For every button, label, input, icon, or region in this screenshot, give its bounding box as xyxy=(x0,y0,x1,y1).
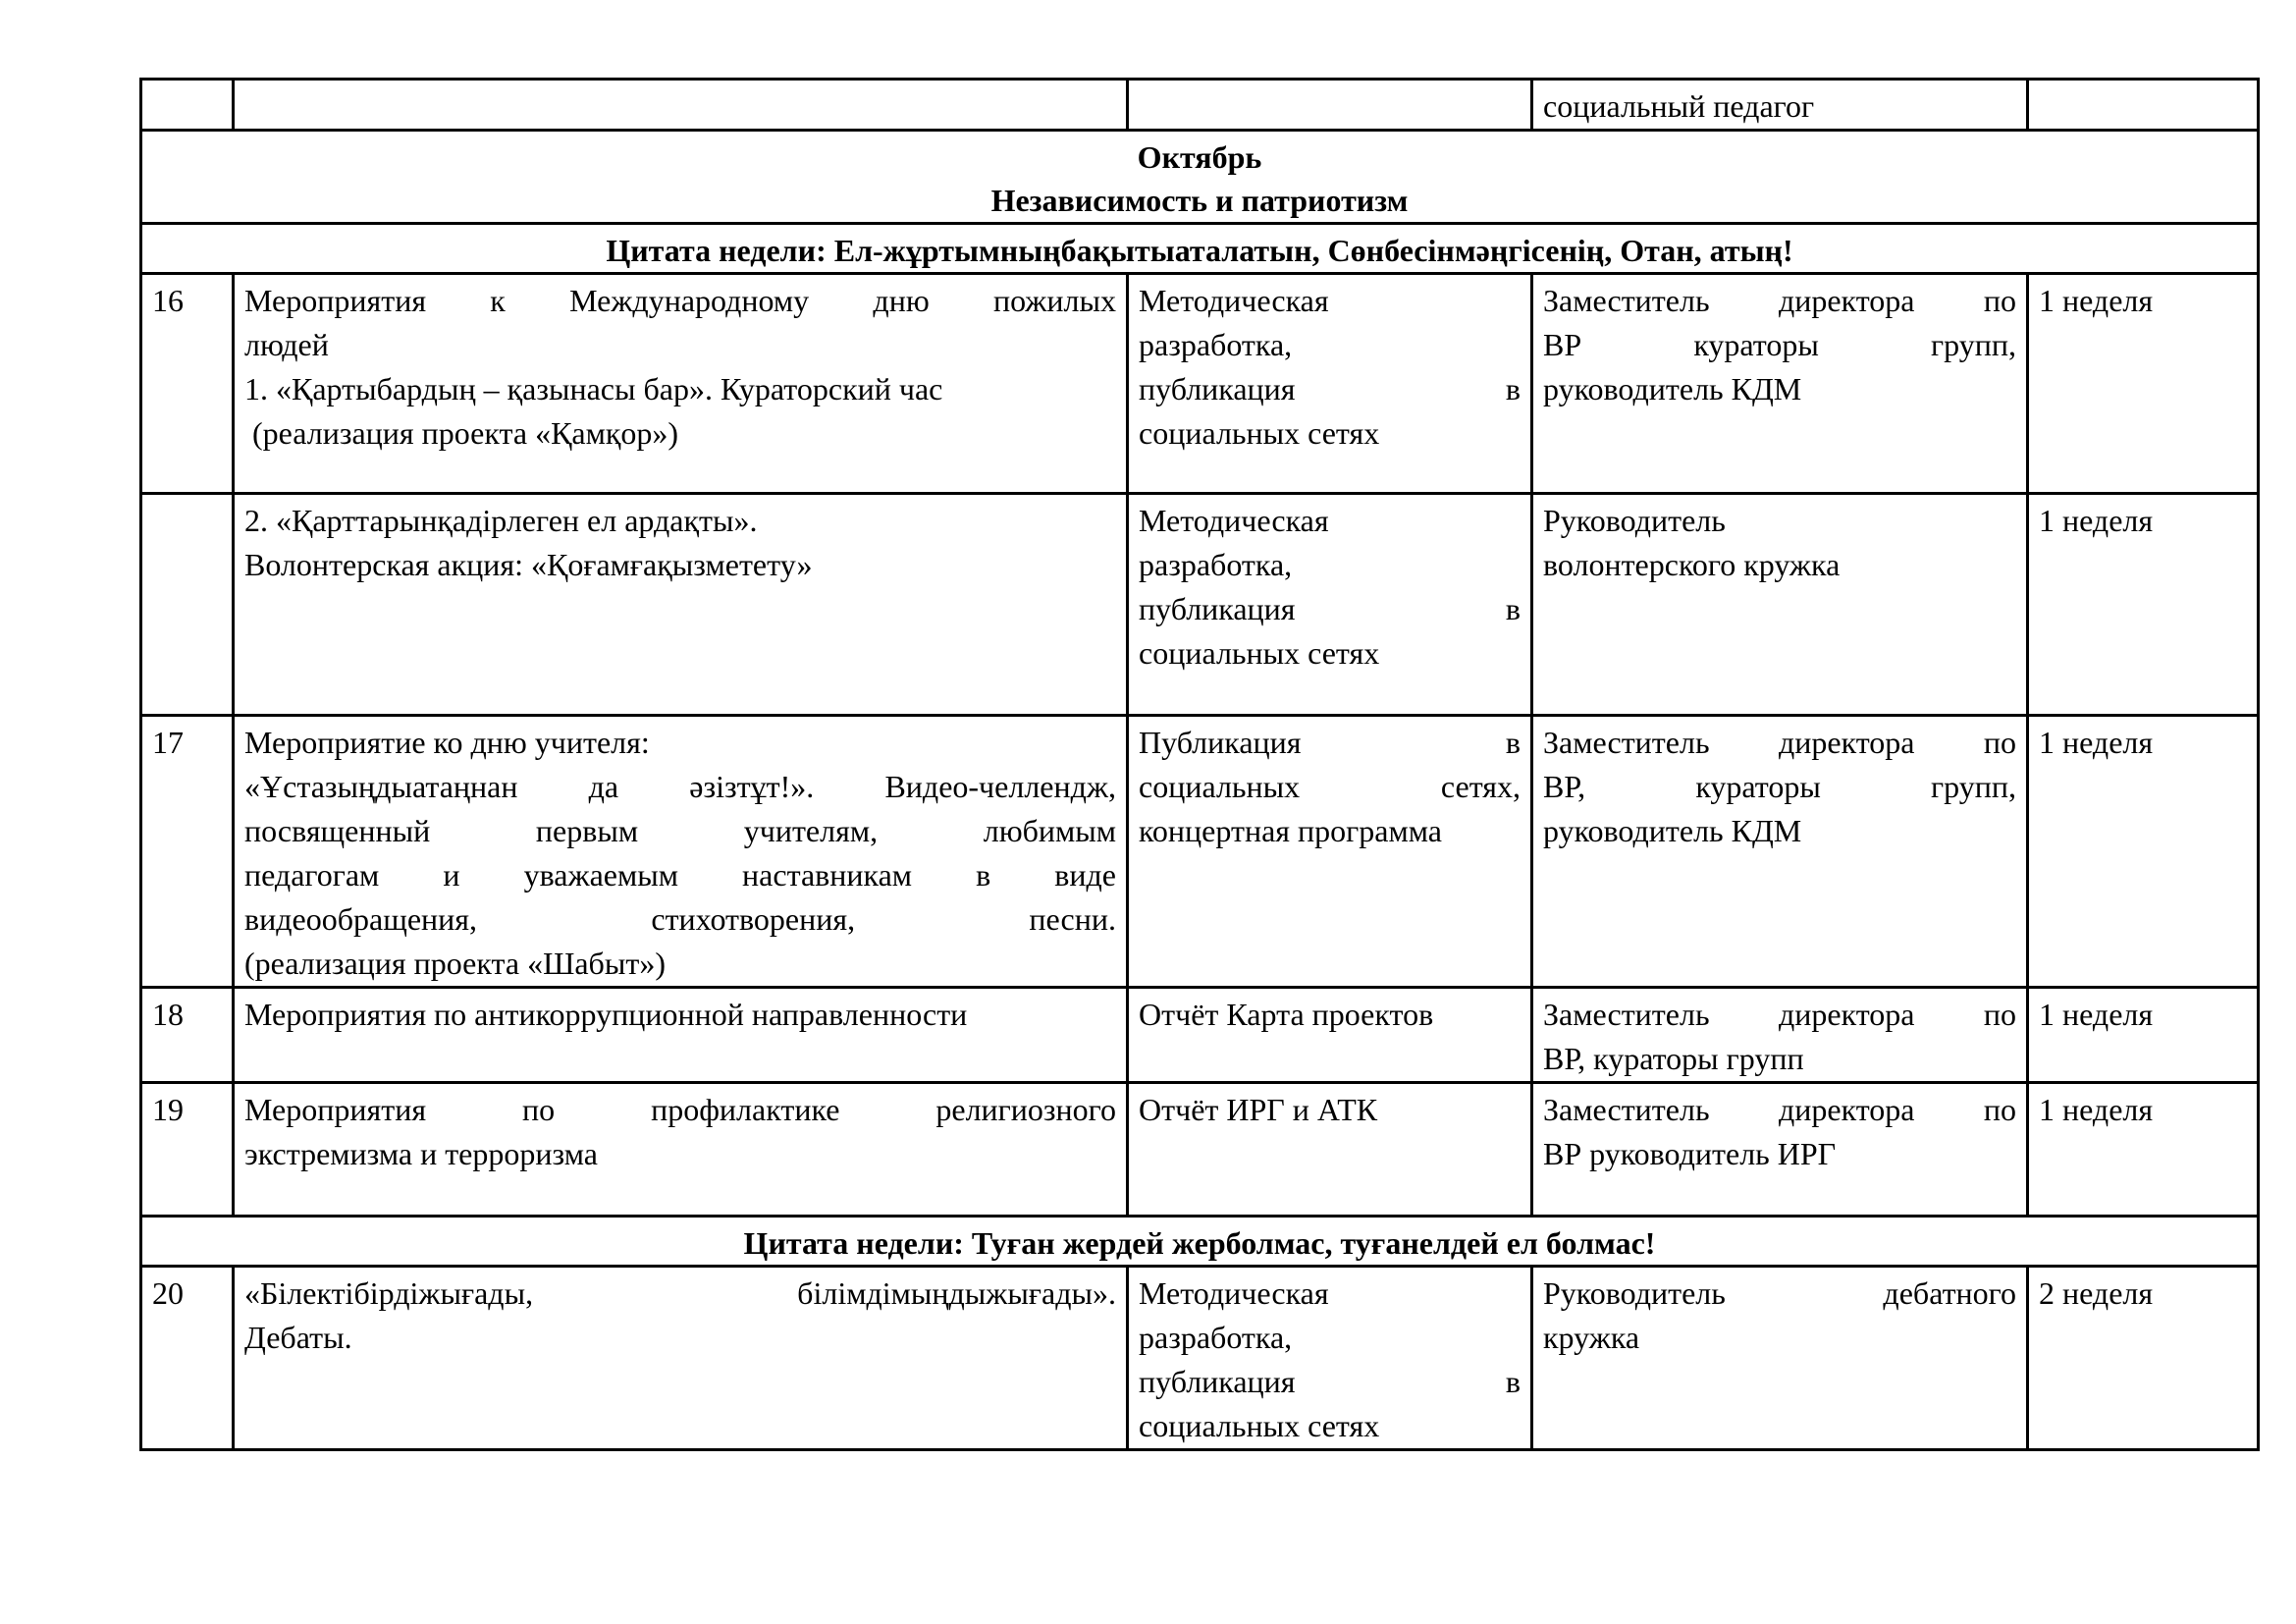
cell-num: 18 xyxy=(141,988,234,1083)
text-line: разработка, xyxy=(1139,547,1293,582)
text-line: социальных сетях xyxy=(1139,415,1380,451)
month-header-cell xyxy=(141,131,2259,224)
text-line: публикация в xyxy=(1139,591,1521,626)
text-line: Отчёт Карта проектов xyxy=(1139,997,1434,1032)
text-line: Методическая xyxy=(1139,1275,1329,1311)
text-line: Дебаты. xyxy=(244,1320,352,1355)
text-line: кружка xyxy=(1543,1320,1640,1355)
text-line: Публикация в xyxy=(1139,725,1521,760)
text-line: посвященный первым учителям, любимым xyxy=(244,813,1116,848)
cell-responsible xyxy=(1532,716,2028,988)
text-line: видеообращения, стихотворения, песни. xyxy=(244,901,1116,937)
cell-form xyxy=(1128,716,1532,988)
quote-of-week-row xyxy=(141,224,2259,274)
text-line: педагогам и уважаемым наставникам в виде xyxy=(244,857,1116,893)
table-row xyxy=(141,988,2259,1083)
quote-of-week: Цитата недели: Ел-жұртымныңбақытыаталатын, Сөнбесінмәңгісенің, Отан, атың! xyxy=(141,224,2259,274)
cell-time: 2 неделя xyxy=(2028,1267,2259,1450)
text-line: Руководитель xyxy=(1543,503,1726,538)
cell-num: 19 xyxy=(141,1083,234,1217)
cell-responsible: социальный педагог xyxy=(1532,80,2028,131)
table-row-continued xyxy=(141,80,2259,131)
month-title: Октябрь xyxy=(1137,139,1262,175)
cell-form xyxy=(1128,494,1532,716)
text-line: Заместитель директора по xyxy=(1543,997,2016,1032)
table-row xyxy=(141,494,2259,716)
table-row xyxy=(141,1083,2259,1217)
text-line: экстремизма и терроризма xyxy=(244,1136,598,1171)
cell-form xyxy=(1128,1083,1532,1217)
text-line: социальных сетях xyxy=(1139,635,1380,671)
cell-responsible xyxy=(1532,1267,2028,1450)
cell-responsible xyxy=(1532,494,2028,716)
text-line: социальных сетях, xyxy=(1139,769,1521,804)
cell-time: 1 неделя xyxy=(2028,1083,2259,1217)
text-line: социальных сетях xyxy=(1139,1408,1380,1443)
text-line: (реализация проекта «Шабыт») xyxy=(244,946,666,981)
cell-form xyxy=(1128,1267,1532,1450)
table-row xyxy=(141,716,2259,988)
cell-event xyxy=(234,1083,1128,1217)
cell-responsible xyxy=(1532,274,2028,494)
event-plan-table xyxy=(139,78,2260,1451)
table-row xyxy=(141,274,2259,494)
text-line: руководитель КДМ xyxy=(1543,371,1802,406)
text-line: Отчёт ИРГ и АТК xyxy=(1139,1092,1378,1127)
cell-event xyxy=(234,988,1128,1083)
cell-event xyxy=(234,274,1128,494)
cell-num: 16 xyxy=(141,274,234,494)
quote-of-week: Цитата недели: Туған жердей жерболмас, туғанелдей ел болмас! xyxy=(141,1217,2259,1267)
cell-num xyxy=(141,494,234,716)
cell-time: 1 неделя xyxy=(2028,274,2259,494)
cell-responsible xyxy=(1532,988,2028,1083)
text-line: ВР руководитель ИРГ xyxy=(1543,1136,1837,1171)
table-row xyxy=(141,1267,2259,1450)
text-line: «Білектібірдіжығады, білімдімыңдыжығады». xyxy=(244,1275,1116,1311)
text-line: концертная программа xyxy=(1139,813,1442,848)
text-line: Методическая xyxy=(1139,283,1329,318)
text-line: (реализация проекта «Қамқор») xyxy=(252,415,679,451)
text-line: ВР, кураторы групп, xyxy=(1543,769,2016,804)
quote-of-week-row xyxy=(141,1217,2259,1267)
text-line: ВР, кураторы групп xyxy=(1543,1041,1804,1076)
text-line: публикация в xyxy=(1139,1364,1521,1399)
text-line: разработка, xyxy=(1139,1320,1293,1355)
cell-time: 1 неделя xyxy=(2028,988,2259,1083)
cell-num: 17 xyxy=(141,716,234,988)
text-line: Заместитель директора по xyxy=(1543,283,2016,318)
cell-time xyxy=(2028,80,2259,131)
text-line: Волонтерская акция: «Қоғамғақызметету» xyxy=(244,547,813,582)
cell-event xyxy=(234,80,1128,131)
cell-time: 1 неделя xyxy=(2028,494,2259,716)
text-line: «Ұстазыңдыатаңнан да әзізтұт!». Видео-челлендж, xyxy=(244,769,1116,804)
text-line: Мероприятия по антикоррупционной направленности xyxy=(244,997,968,1032)
cell-event xyxy=(234,494,1128,716)
text-line: 1. «Қартыбардың – қазынасы бар». Кураторский час xyxy=(244,371,943,406)
cell-time: 1 неделя xyxy=(2028,716,2259,988)
cell-event xyxy=(234,716,1128,988)
text-line: разработка, xyxy=(1139,327,1293,362)
cell-responsible xyxy=(1532,1083,2028,1217)
text-line: публикация в xyxy=(1139,371,1521,406)
cell-num: 20 xyxy=(141,1267,234,1450)
text-line: Мероприятие ко дню учителя: xyxy=(244,725,650,760)
cell-form xyxy=(1128,988,1532,1083)
month-header-row xyxy=(141,131,2259,224)
text-line: ВР кураторы групп, xyxy=(1543,327,2016,362)
cell-event xyxy=(234,1267,1128,1450)
month-theme: Независимость и патриотизм xyxy=(990,183,1409,218)
text-line: Методическая xyxy=(1139,503,1329,538)
text-line: Руководитель дебатного xyxy=(1543,1275,2016,1311)
cell-form xyxy=(1128,80,1532,131)
text-line: Мероприятия по профилактике религиозного xyxy=(244,1092,1116,1127)
text-line: 2. «Қарттарынқадірлеген ел ардақты». xyxy=(244,503,758,538)
text-line: Заместитель директора по xyxy=(1543,1092,2016,1127)
text-line: Мероприятия к Международному дню пожилых xyxy=(244,283,1116,318)
text-line: волонтерского кружка xyxy=(1543,547,1841,582)
text-line: Заместитель директора по xyxy=(1543,725,2016,760)
cell-num xyxy=(141,80,234,131)
text-line: людей xyxy=(244,327,329,362)
text-line: руководитель КДМ xyxy=(1543,813,1802,848)
cell-form xyxy=(1128,274,1532,494)
